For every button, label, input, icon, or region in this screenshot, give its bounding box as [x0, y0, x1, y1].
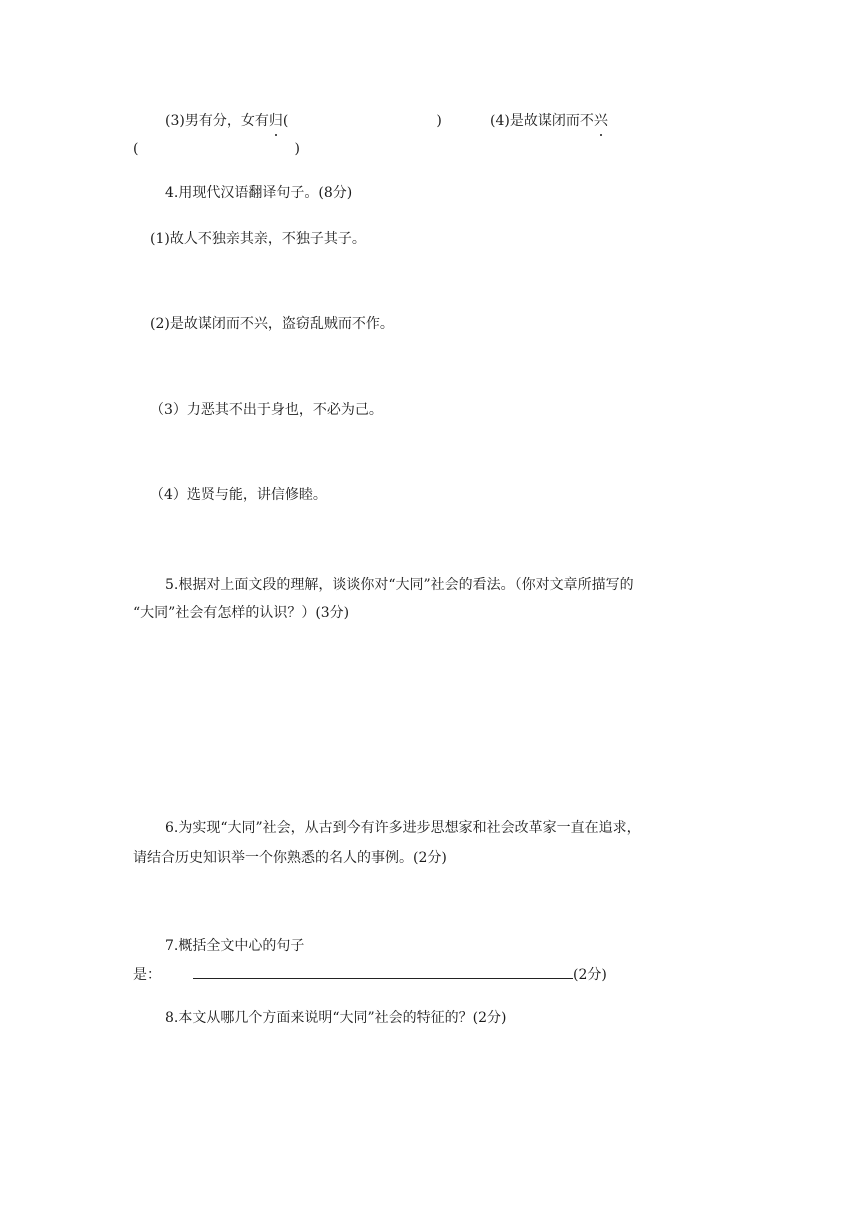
q3-item4-answer: [133, 139, 300, 159]
q3-item4: [490, 111, 608, 131]
q4-sentence-4: （4）选贤与能，讲信修睦。: [150, 487, 327, 503]
q7-answer-blank[interactable]: [193, 964, 573, 979]
q4-sentence-2: (2)是故谋闭而不兴，盗窃乱贼而不作。: [150, 316, 394, 332]
q5-line-2: “大同”社会有怎样的认识？）(3分): [133, 605, 350, 621]
q3-item4-text: (4)是故谋闭而不: [490, 113, 594, 129]
q7-line-1: 7.概括全文中心的句子: [165, 938, 305, 954]
q6-line-2: 请结合历史知识举一个你熟悉的名人的事例。(2分): [133, 850, 447, 866]
q3-item3-dotted-char: 归: [268, 113, 283, 129]
q4-sentence-1: (1)故人不独亲其亲，不独子其子。: [150, 231, 366, 247]
q6-line-1: 6.为实现“大同”社会，从古到今有许多进步思想家和社会改革家一直在追求，: [165, 820, 641, 836]
q8-title: 8.本文从哪几个方面来说明“大同”社会的特征的？(2分): [165, 1010, 507, 1026]
q7-prefix: 是：: [133, 967, 161, 983]
q4-sentence-3: （3）力恶其不出于身也，不必为己。: [150, 402, 383, 418]
q3-item3-text: (3)男有分，女有: [165, 113, 269, 129]
q7-score: (2分): [573, 967, 607, 983]
q3-item3-close-paren: ): [436, 113, 442, 129]
q3-item4-open-paren: (: [133, 141, 139, 157]
q3-item3: [165, 111, 442, 131]
q4-title: 4.用现代汉语翻译句子。(8分): [165, 185, 353, 201]
q7-line-2: [133, 964, 607, 985]
q5-line-1: 5.根据对上面文段的理解，谈谈你对“大同”社会的看法。（你对文章所描写的: [165, 577, 634, 593]
q3-item4-close-paren: ): [294, 141, 300, 157]
q3-item4-dotted-char: 兴: [593, 113, 608, 129]
q3-item3-open-paren: (: [282, 113, 289, 129]
